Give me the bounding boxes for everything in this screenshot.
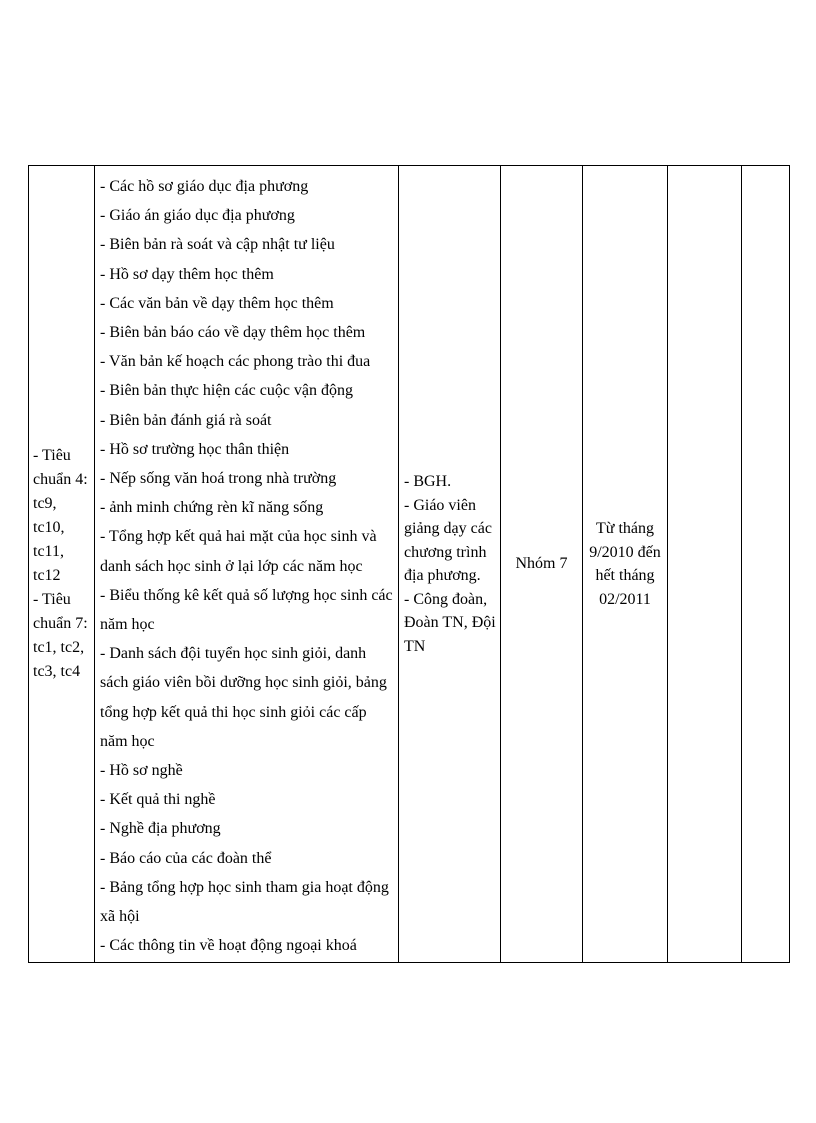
criteria-cell [29, 166, 95, 963]
document-item: - Văn bản kế hoạch các phong trào thi đua [100, 353, 371, 371]
document-item: - Bảng tổng hợp học sinh tham gia hoạt động xã hội [100, 878, 389, 926]
document-item: - Biên bản báo cáo về dạy thêm học thêm [100, 324, 366, 342]
responsible-item: - BGH. [404, 473, 452, 491]
document-item: - Hồ sơ dạy thêm học thêm [100, 265, 274, 283]
document-item: - Nghề địa phương [100, 820, 221, 838]
document-item: - Các hồ sơ giáo dục địa phương [100, 178, 309, 195]
document-item: - Danh sách đội tuyển học sinh giỏi, danh sách giáo viên bồi dưỡng học sinh giỏi, bảng tổng hợp kết quả thi học sinh giỏi các cấp năm học [100, 645, 387, 750]
responsible-item: - Công đoàn, Đoàn TN, Đội TN [404, 590, 496, 655]
document-item: - Biên bản rà soát và cập nhật tư liệu [100, 236, 335, 254]
document-item: - Biểu thống kê kết quả số lượng học sinh các năm học [100, 586, 393, 634]
document-item: - Nếp sống văn hoá trong nhà trường [100, 470, 337, 488]
criteria-item: - Tiêu chuẩn 4: tc9, tc10, tc11, tc12 [33, 447, 88, 585]
group-cell [501, 166, 583, 963]
document-item: - Tổng hợp kết quả hai mặt của học sinh và danh sách học sinh ở lại lớp các năm học [100, 528, 377, 575]
document-item: - Biên bản thực hiện các cuộc vận động [100, 382, 354, 400]
document-item: - Các thông tin về hoạt động ngoại khoá [100, 937, 357, 955]
documents-cell [95, 166, 399, 963]
criteria-item: - Tiêu chuẩn 7: tc1, tc2, tc3, tc4 [33, 591, 88, 681]
document-item: - Hồ sơ nghề [100, 762, 183, 780]
extra-cell [668, 166, 742, 963]
time-label: Từ tháng 9/2010 đến hết tháng 02/2011 [589, 520, 661, 608]
document-item: - Biên bản đánh giá rà soát [100, 411, 272, 429]
responsible-cell [399, 166, 501, 963]
group-label: Nhóm 7 [515, 555, 568, 573]
extra-cell [742, 166, 790, 963]
document-item: - Giáo án giáo dục địa phương [100, 207, 295, 225]
plan-table [28, 165, 790, 963]
time-cell [583, 166, 668, 963]
responsible-item: - Giáo viên giảng dạy các chương trình địa phương. [404, 496, 492, 585]
document-item: - ảnh minh chứng rèn kĩ năng sống [100, 499, 324, 517]
document-item: - Hồ sơ trường học thân thiện [100, 440, 290, 458]
table-row [29, 166, 790, 963]
document-item: - Các văn bản về dạy thêm học thêm [100, 294, 334, 312]
document-item: - Báo cáo của các đoàn thể [100, 849, 272, 867]
document-item: - Kết quả thi nghề [100, 791, 216, 809]
